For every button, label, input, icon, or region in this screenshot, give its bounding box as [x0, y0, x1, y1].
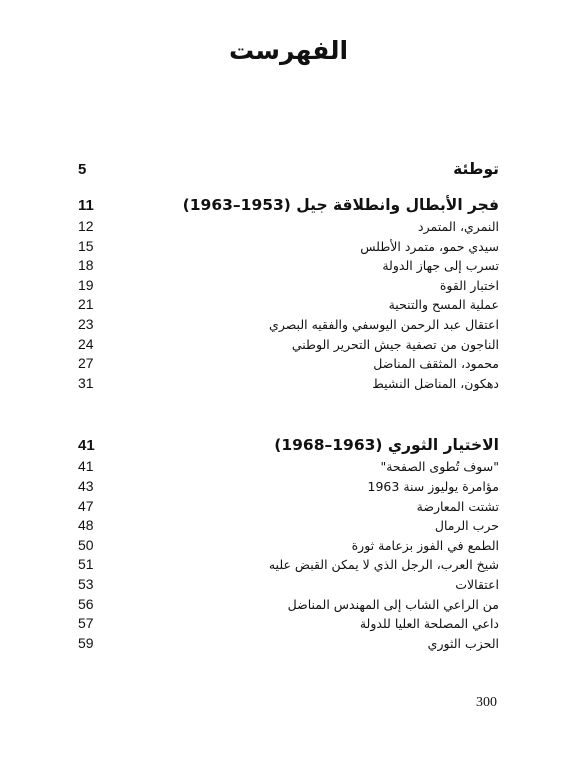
toc-entry-title: النمري، المتمرد: [418, 219, 499, 234]
toc-entry: [78, 316, 499, 336]
toc-entry-title: اعتقال عبد الرحمن اليوسفي والفقيه البصري: [269, 316, 499, 332]
toc-entry-title: الحزب الثوري: [427, 635, 499, 651]
toc-entry-title: داعي المصلحة العليا للدولة: [359, 616, 499, 632]
toc-entry-title: محمود، المثقف المناضل: [373, 356, 499, 372]
page-title: الفهرست: [228, 36, 349, 65]
toc-entry: [78, 458, 499, 478]
toc-entry-title: توطئة: [453, 160, 499, 178]
section-heading-1: [78, 196, 499, 218]
toc-entry-page: 21: [78, 296, 94, 313]
toc-entry-title: حرب الرمال: [434, 518, 499, 534]
toc-entry: [78, 537, 499, 557]
toc-entry: [78, 375, 499, 395]
section-page: 11: [78, 197, 94, 214]
toc-entry-title: دهكون، المناضل النشيط: [372, 375, 499, 391]
toc-entry-page: 59: [78, 634, 94, 651]
toc-entry: [78, 576, 499, 596]
toc-entry-page: 27: [78, 355, 94, 372]
toc-entry-title: الناجون من تصفية جيش التحرير الوطني: [291, 336, 499, 352]
toc-entry-page: 43: [78, 477, 94, 494]
toc-entry-title: من الراعي الشاب إلى المهندس المناضل: [287, 596, 499, 612]
toc-entry-title: اختبار القوة: [439, 277, 499, 293]
toc-entry: [78, 556, 499, 576]
toc-entry-title: سيدي حمو، متمرد الأطلس: [360, 238, 499, 254]
section-title: فجر الأبطال وانطلاقة جيل (1953–1963): [182, 196, 499, 214]
toc-entry-page: 23: [78, 315, 94, 332]
toc-entry: [78, 615, 499, 635]
toc-entry-page: 57: [78, 615, 94, 632]
toc-entry: [78, 257, 499, 277]
toc-entry: [78, 478, 499, 498]
toc-entry-page: 50: [78, 536, 94, 553]
toc-entry-title: مؤامرة يوليوز سنة 1963: [367, 478, 499, 494]
toc-entry: [78, 517, 499, 537]
toc-entry: [78, 498, 499, 518]
toc-entry-page: 19: [78, 276, 94, 293]
page-number: 300: [476, 695, 497, 710]
section-heading-2: [78, 436, 499, 458]
toc-entry-page: 41: [78, 458, 94, 475]
toc-entry-page: 24: [78, 335, 94, 352]
toc-entry-intro: [78, 160, 499, 182]
toc-entry-page: 31: [78, 374, 94, 391]
toc-entry: [78, 218, 499, 238]
toc-entry: [78, 336, 499, 356]
toc-entry: [78, 635, 499, 655]
toc-entry-title: تشتت المعارضة: [416, 498, 499, 514]
toc-entry-page: 53: [78, 575, 94, 592]
table-of-contents: [78, 160, 499, 654]
toc-entry-page: 18: [78, 257, 94, 274]
toc-entry-page: 51: [78, 556, 94, 573]
toc-entry-page: 12: [78, 218, 94, 234]
toc-entry-title: اعتقالات: [455, 576, 499, 592]
toc-entry-title: "سوف تُطوى الصفحة": [380, 459, 499, 475]
toc-entry-title: الطمع في الفوز بزعامة ثورة: [351, 537, 499, 553]
section-title: الاختيار الثوري (1963–1968): [274, 436, 499, 455]
toc-entry: [78, 355, 499, 375]
toc-entry: [78, 238, 499, 258]
toc-entry-title: عملية المسح والتنحية: [388, 297, 499, 313]
toc-entry-page: 48: [78, 517, 94, 534]
toc-entry-page: 15: [78, 237, 94, 254]
toc-entry: [78, 596, 499, 616]
section-page: 41: [78, 437, 95, 455]
toc-entry-page: 5: [78, 161, 87, 178]
toc-entry-page: 47: [78, 497, 94, 514]
toc-entry-title: تسرب إلى جهاز الدولة: [382, 258, 499, 274]
toc-entry: [78, 296, 499, 316]
toc-entry-page: 56: [78, 595, 94, 612]
toc-entry-title: شيخ العرب، الرجل الذي لا يمكن القبض عليه: [268, 557, 499, 573]
toc-entry: [78, 277, 499, 297]
